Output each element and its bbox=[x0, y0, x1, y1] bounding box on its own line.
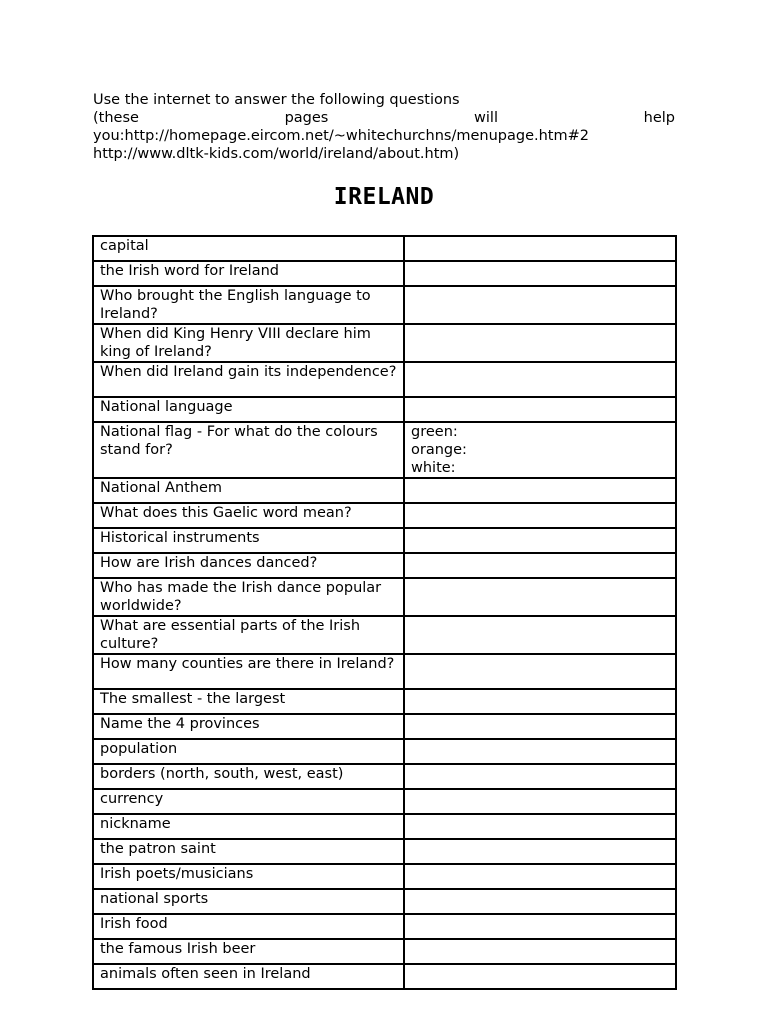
answer-cell[interactable] bbox=[404, 478, 676, 503]
table-row bbox=[93, 324, 676, 362]
answer-cell[interactable] bbox=[404, 528, 676, 553]
question-cell: nickname bbox=[93, 814, 404, 839]
answer-cell[interactable] bbox=[404, 914, 676, 939]
question-cell: Who brought the English language to Ireland? bbox=[93, 286, 404, 324]
question-cell: Historical instruments bbox=[93, 528, 404, 553]
table-row bbox=[93, 397, 676, 422]
table-row bbox=[93, 503, 676, 528]
table-row bbox=[93, 939, 676, 964]
table-row bbox=[93, 236, 676, 261]
instructions-link-2: http://www.dltk-kids.com/world/ireland/about.htm) bbox=[93, 146, 460, 162]
question-cell: population bbox=[93, 739, 404, 764]
question-cell: National flag - For what do the colours stand for? bbox=[93, 422, 404, 478]
answer-cell[interactable] bbox=[404, 286, 676, 324]
answer-cell[interactable] bbox=[404, 789, 676, 814]
answer-cell[interactable] bbox=[404, 236, 676, 261]
answer-cell[interactable] bbox=[404, 553, 676, 578]
question-cell: Name the 4 provinces bbox=[93, 714, 404, 739]
question-cell: National language bbox=[93, 397, 404, 422]
question-cell: When did King Henry VIII declare him king of Ireland? bbox=[93, 324, 404, 362]
table-row bbox=[93, 616, 676, 654]
table-row bbox=[93, 889, 676, 914]
answer-cell[interactable] bbox=[404, 578, 676, 616]
table-row bbox=[93, 553, 676, 578]
answer-label: white: bbox=[411, 460, 456, 476]
instructions-word: will bbox=[474, 110, 498, 126]
question-cell: the famous Irish beer bbox=[93, 939, 404, 964]
question-cell: When did Ireland gain its independence? bbox=[93, 362, 404, 397]
answer-cell[interactable] bbox=[404, 422, 676, 478]
answer-cell[interactable] bbox=[404, 814, 676, 839]
instructions-line-2 bbox=[93, 109, 675, 127]
question-cell: capital bbox=[93, 236, 404, 261]
question-cell: What does this Gaelic word mean? bbox=[93, 503, 404, 528]
answer-cell[interactable] bbox=[404, 616, 676, 654]
answer-cell[interactable] bbox=[404, 362, 676, 397]
table-row bbox=[93, 714, 676, 739]
question-cell: currency bbox=[93, 789, 404, 814]
table-row bbox=[93, 964, 676, 989]
instructions-word: (these bbox=[93, 110, 139, 126]
table-row bbox=[93, 286, 676, 324]
table-row bbox=[93, 654, 676, 689]
answer-cell[interactable] bbox=[404, 889, 676, 914]
table-row bbox=[93, 764, 676, 789]
table-row bbox=[93, 689, 676, 714]
question-cell: national sports bbox=[93, 889, 404, 914]
question-cell: Irish poets/musicians bbox=[93, 864, 404, 889]
table-row bbox=[93, 261, 676, 286]
answer-cell[interactable] bbox=[404, 939, 676, 964]
answer-cell[interactable] bbox=[404, 714, 676, 739]
instructions-line-1: Use the internet to answer the following questions bbox=[93, 92, 460, 108]
answer-cell[interactable] bbox=[404, 839, 676, 864]
answer-cell[interactable] bbox=[404, 739, 676, 764]
question-cell: National Anthem bbox=[93, 478, 404, 503]
question-cell: How many counties are there in Ireland? bbox=[93, 654, 404, 689]
table-row bbox=[93, 739, 676, 764]
answer-cell[interactable] bbox=[404, 964, 676, 989]
question-cell: Irish food bbox=[93, 914, 404, 939]
table-row bbox=[93, 814, 676, 839]
answer-cell[interactable] bbox=[404, 654, 676, 689]
answer-cell[interactable] bbox=[404, 261, 676, 286]
answer-cell[interactable] bbox=[404, 764, 676, 789]
table-row bbox=[93, 422, 676, 478]
table-row bbox=[93, 362, 676, 397]
question-cell: Who has made the Irish dance popular worldwide? bbox=[93, 578, 404, 616]
page-title: IRELAND bbox=[333, 184, 435, 210]
table-row bbox=[93, 478, 676, 503]
question-cell: the patron saint bbox=[93, 839, 404, 864]
answer-label: orange: bbox=[411, 442, 467, 458]
question-cell: What are essential parts of the Irish culture? bbox=[93, 616, 404, 654]
instructions bbox=[93, 91, 675, 163]
answer-cell[interactable] bbox=[404, 689, 676, 714]
answer-cell[interactable] bbox=[404, 324, 676, 362]
question-cell: How are Irish dances danced? bbox=[93, 553, 404, 578]
question-cell: animals often seen in Ireland bbox=[93, 964, 404, 989]
answer-label: green: bbox=[411, 424, 458, 440]
table-row bbox=[93, 864, 676, 889]
question-cell: borders (north, south, west, east) bbox=[93, 764, 404, 789]
table-row bbox=[93, 789, 676, 814]
question-cell: the Irish word for Ireland bbox=[93, 261, 404, 286]
table-row bbox=[93, 528, 676, 553]
table-row bbox=[93, 914, 676, 939]
instructions-link-1: you:http://homepage.eircom.net/~whitechurchns/menupage.htm#2 bbox=[93, 128, 589, 144]
instructions-word: pages bbox=[284, 110, 329, 126]
answer-cell[interactable] bbox=[404, 503, 676, 528]
table-row bbox=[93, 839, 676, 864]
answer-cell[interactable] bbox=[404, 864, 676, 889]
table-row bbox=[93, 578, 676, 616]
answer-cell[interactable] bbox=[404, 397, 676, 422]
question-table bbox=[92, 235, 677, 990]
question-cell: The smallest - the largest bbox=[93, 689, 404, 714]
instructions-word: help bbox=[643, 110, 675, 126]
